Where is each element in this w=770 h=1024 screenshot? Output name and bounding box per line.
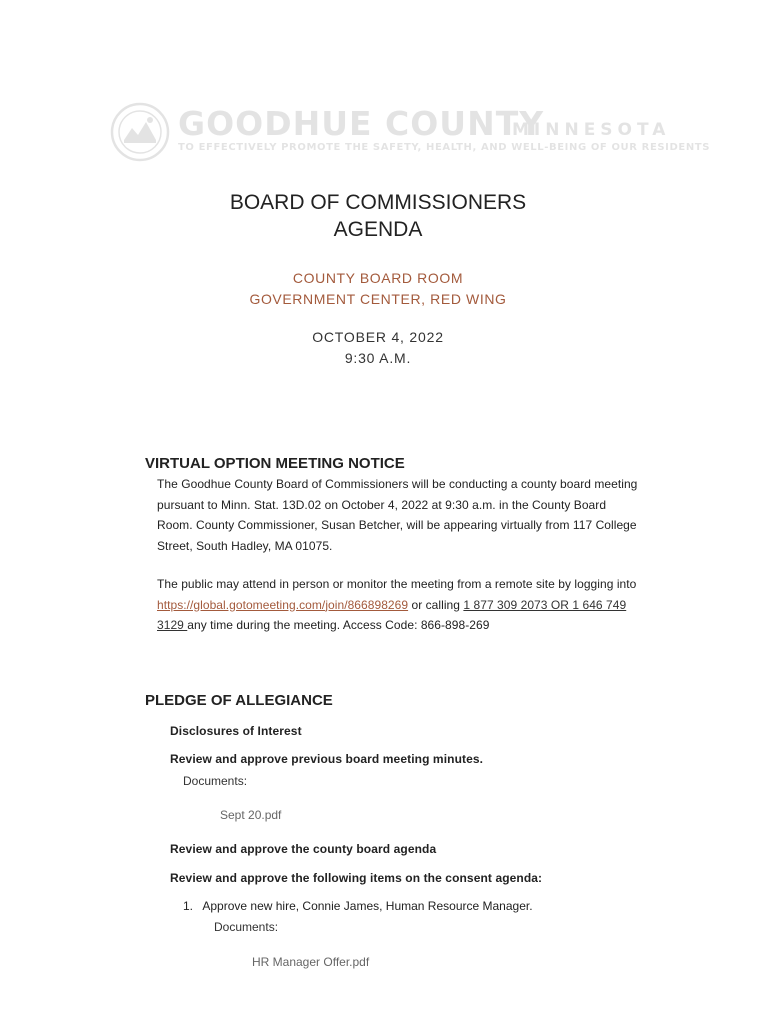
paragraph-line: Street, South Hadley, MA 01075. [157, 538, 333, 553]
paragraph-line: The Goodhue County Board of Commissioners will be conducting a county board meeting [157, 477, 638, 491]
meeting-datetime [0, 327, 756, 369]
county-logo-watermark [110, 102, 711, 164]
access-code-text: any time during the meeting. Access Code: 866-898-269 [187, 618, 490, 632]
paragraph-line [157, 595, 657, 616]
title-line-2: AGENDA [333, 218, 423, 241]
virtual-notice-heading: VIRTUAL OPTION MEETING NOTICE [145, 455, 405, 472]
paragraph-line: The public may attend in person or monitor the meeting from a remote site by logging into [157, 577, 637, 591]
documents-label: Documents: [183, 774, 248, 788]
paragraph-line: pursuant to Minn. Stat. 13D.02 on October 4, 2022 at 9:30 a.m. in the County Board [157, 497, 607, 512]
agenda-item-review-minutes: Review and approve previous board meeting minutes. [170, 752, 484, 766]
consent-item-1 [183, 899, 533, 913]
calling-text: or calling [408, 597, 464, 612]
document-link-sept-20[interactable]: Sept 20.pdf [220, 808, 282, 822]
pledge-heading: PLEDGE OF ALLEGIANCE [145, 692, 333, 709]
remote-access-paragraph [157, 574, 657, 636]
agenda-item-review-agenda: Review and approve the county board agenda [170, 842, 437, 856]
page-title [0, 189, 756, 243]
document-link-hr-manager-offer[interactable]: HR Manager Offer.pdf [252, 955, 370, 969]
county-seal-icon [110, 102, 170, 162]
paragraph-line [157, 615, 657, 636]
location-line-2: GOVERNMENT CENTER, RED WING [249, 291, 507, 307]
phone-numbers-continued[interactable]: 3129 [157, 618, 188, 632]
agenda-item-disclosures: Disclosures of Interest [170, 724, 302, 738]
agenda-item-consent-agenda: Review and approve the following items on the consent agenda: [170, 871, 543, 885]
title-line-1: BOARD OF COMMISSIONERS [229, 191, 527, 214]
meeting-date: OCTOBER 4, 2022 [312, 329, 444, 345]
meeting-location [0, 268, 756, 310]
paragraph-line: Room. County Commissioner, Susan Betcher, will be appearing virtually from 117 College [157, 518, 637, 532]
logo-state-name: MINNESOTA [512, 120, 671, 140]
logo-tagline: TO EFFECTIVELY PROMOTE THE SAFETY, HEALTH, AND WELL-BEING OF OUR RESIDENTS [178, 142, 711, 153]
logo-county-name: GOODHUE COUNTY [178, 104, 545, 143]
meeting-link[interactable]: https://global.gotomeeting.com/join/866898269 [157, 597, 409, 612]
meeting-time: 9:30 A.M. [344, 350, 412, 366]
virtual-notice-paragraph [157, 474, 657, 556]
consent-item-text: Approve new hire, Connie James, Human Resource Manager. [202, 899, 533, 913]
location-line-1: COUNTY BOARD ROOM [292, 270, 464, 286]
documents-label: Documents: [214, 920, 279, 934]
phone-numbers[interactable]: 1 877 309 2073 OR 1 646 749 [463, 597, 627, 612]
consent-item-number: 1. [183, 899, 194, 913]
